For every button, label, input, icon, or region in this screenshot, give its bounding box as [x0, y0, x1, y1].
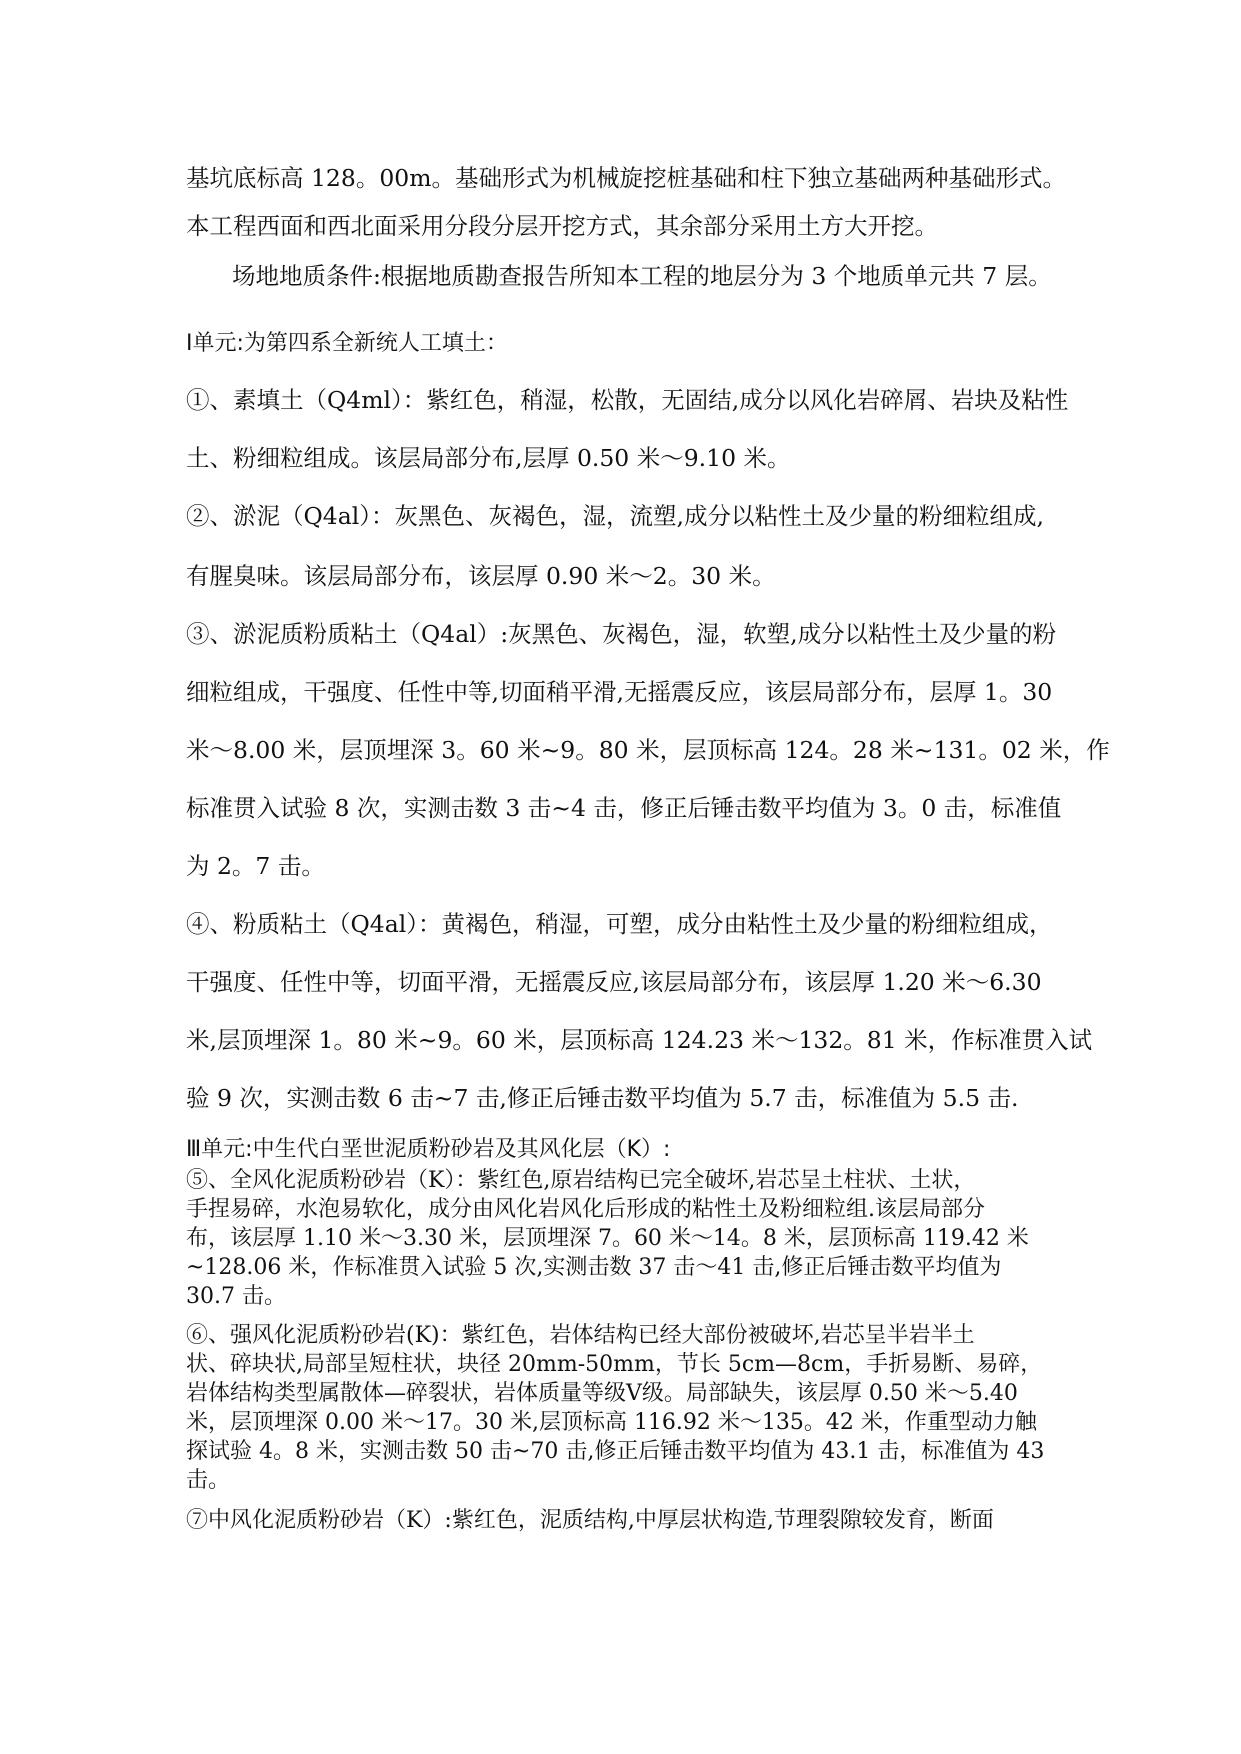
- paragraph-line: 30.7 击。: [186, 1284, 286, 1309]
- paragraph-line: 状、碎块状,局部呈短柱状，块径 20mm-50mm，节长 5cm—8cm，手折易断、易碎，: [186, 1352, 1043, 1377]
- paragraph-line: 击。: [186, 1468, 231, 1493]
- paragraph-line: ②、淤泥（Q4al）：灰黑色、灰褐色，湿，流塑,成分以粘性土及少量的粉细粒组成,: [186, 502, 1044, 530]
- paragraph-line: 米～8.00 米，层顶埋深 3。60 米~9。80 米，层顶标高 124。28 米~131。02 米，作: [186, 736, 1110, 764]
- paragraph-line: 标准贯入试验 8 次，实测击数 3 击~4 击，修正后锤击数平均值为 3。0 击，标准值: [186, 794, 1062, 822]
- paragraph-line: ~128.06 米，作标准贯入试验 5 次,实测击数 37 击～41 击,修正后锤击数平均值为: [186, 1255, 1002, 1280]
- paragraph-line: 手捏易碎，水泡易软化，成分由风化岩风化后形成的粘性土及粉细粒组.该层局部分: [186, 1197, 985, 1222]
- paragraph-line: 本工程西面和西北面采用分段分层开挖方式，其余部分采用土方大开挖。: [186, 212, 938, 240]
- paragraph-line: ⑤、全风化泥质粉砂岩（K）：紫红色,原岩结构已完全破坏,岩芯呈土柱状、土状，: [186, 1168, 976, 1193]
- paragraph-line: 米，层顶埋深 0.00 米～17。30 米,层顶标高 116.92 米～135。42 米，作重型动力触: [186, 1410, 1037, 1435]
- section-heading: Ⅲ单元:中生代白垩世泥质粉砂岩及其风化层（K）:: [186, 1137, 671, 1162]
- section-heading: Ⅰ单元:为第四系全新统人工填土：: [186, 331, 508, 356]
- paragraph-line: ④、粉质粘土（Q4al）：黄褐色，稍湿，可塑，成分由粘性土及少量的粉细粒组成，: [186, 910, 1053, 938]
- paragraph-line: ①、素填土（Q4ml）：紫红色，稍湿，松散，无固结,成分以风化岩碎屑、岩块及粘性: [186, 386, 1069, 414]
- paragraph-line: 有腥臭味。该层局部分布，该层厚 0.90 米～2。30 米。: [186, 562, 776, 590]
- paragraph-line: 细粒组成，干强度、任性中等,切面稍平滑,无摇震反应，该层局部分布，层厚 1。30: [186, 678, 1053, 706]
- paragraph-line: 验 9 次，实测击数 6 击~7 击,修正后锤击数平均值为 5.7 击，标准值为 5.5 击.: [186, 1084, 1019, 1112]
- paragraph-line: ③、淤泥质粉质粘土（Q4al）:灰黑色、灰褐色，湿，软塑,成分以粘性土及少量的粉: [186, 620, 1057, 648]
- paragraph-line: 基坑底标高 128。00m。基础形式为机械旋挖桩基础和柱下独立基础两种基础形式。: [186, 164, 1067, 192]
- paragraph-line: 米,层顶埋深 1。80 米~9。60 米，层顶标高 124.23 米～132。81 米，作标准贯入试: [186, 1026, 1093, 1054]
- paragraph-line: 土、粉细粒组成。该层局部分布,层厚 0.50 米～9.10 米。: [186, 444, 791, 472]
- paragraph-line: 场地地质条件:根据地质勘查报告所知本工程的地层分为 3 个地质单元共 7 层。: [232, 262, 1052, 290]
- paragraph-line: 为 2。7 击。: [186, 852, 325, 880]
- paragraph-line: 探试验 4。8 米，实测击数 50 击~70 击,修正后锤击数平均值为 43.1 击，标准值为 43: [186, 1439, 1045, 1464]
- paragraph-line: 干强度、任性中等，切面平滑，无摇震反应,该层局部分布，该层厚 1.20 米～6.30: [186, 968, 1042, 996]
- paragraph-line: 布，该层厚 1.10 米～3.30 米，层顶埋深 7。60 米～14。8 米，层顶标高 119.42 米: [186, 1226, 1029, 1251]
- paragraph-line: ⑥、强风化泥质粉砂岩(K)：紫红色，岩体结构已经大部份被破坏,岩芯呈半岩半土: [186, 1323, 975, 1348]
- paragraph-line: 岩体结构类型属散体—碎裂状，岩体质量等级Ⅴ级。局部缺失，该层厚 0.50 米～5.40: [186, 1381, 1018, 1406]
- paragraph-line: ⑦中风化泥质粉砂岩（K）:紫红色，泥质结构,中厚层状构造,节理裂隙较发育，断面: [186, 1508, 994, 1533]
